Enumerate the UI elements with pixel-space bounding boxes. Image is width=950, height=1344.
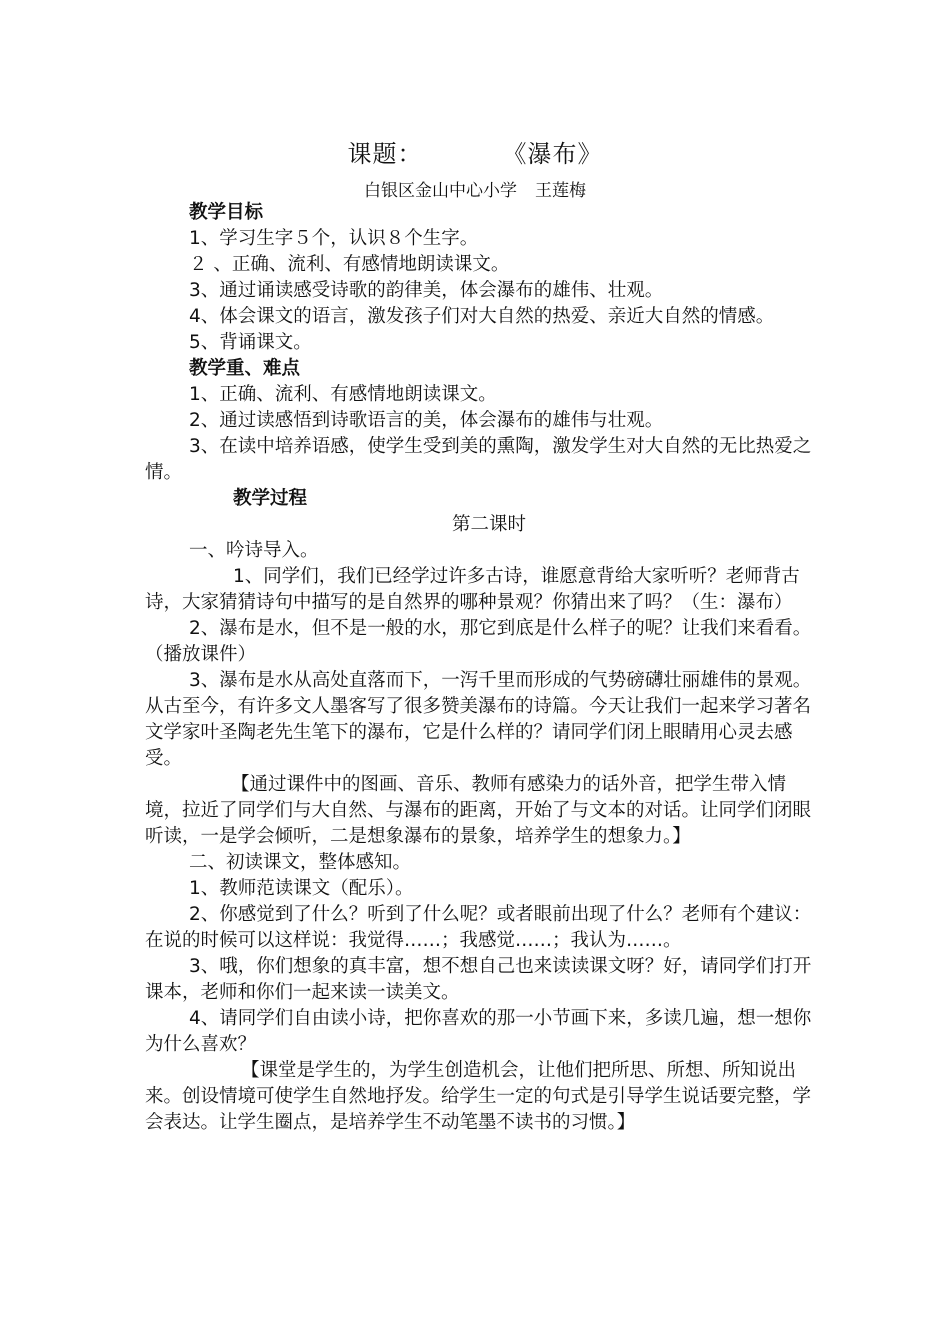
part1-heading: 一、吟诗导入。 <box>189 540 319 561</box>
author-school: 白银区金山中心小学 <box>364 181 517 201</box>
keypoint-item: 1、正确、流利、有感情地朗读课文。 <box>189 384 497 405</box>
part2-note: 【课堂是学生的，为学生创造机会，让他们把所思、所想、所知说出来。创设情境可使学生自然地抒发。给学生一定的句式是引导学生说话要完整，学会表达。让学生圈点，是培养学生不动笔墨不读书的习惯。】 <box>145 1060 812 1133</box>
keypoint-item: 3、在读中培养语感，使学生受到美的熏陶，激发学生对大自然的无比热爱之情。 <box>145 436 812 483</box>
part2-item: 4、请同学们自由读小诗，把你喜欢的那一小节画下来，多读几遍，想一想你为什么喜欢？ <box>145 1008 812 1055</box>
goal-item: 1、学习生字５个，认识８个生字。 <box>189 228 479 249</box>
part2-item: 1、教师范读课文（配乐）。 <box>189 878 414 899</box>
part1-note: 【通过课件中的图画、音乐、教师有感染力的话外音，把学生带入情境，拉近了同学们与大自然、与瀑布的距离，开始了与文本的对话。让同学们闭眼听读，一是学会倾听，二是想象瀑布的景象，培养学生的想象力。】 <box>145 774 812 847</box>
document-title <box>0 134 950 169</box>
title-label: 课题： <box>347 140 423 168</box>
part2-item: 2、你感觉到了什么？听到了什么呢？或者眼前出现了什么？老师有个建议：在说的时候可以这样说：我觉得……；我感觉……；我认为……。 <box>145 904 812 951</box>
author-line <box>0 176 950 201</box>
part2-item: 3、哦，你们想象的真丰富，想不想自己也来读读课文呀？好，请同学们打开课本，老师和你们一起来读一读美文。 <box>145 956 812 1003</box>
goals-heading: 教学目标 <box>189 202 264 223</box>
part1-item: 2、瀑布是水，但不是一般的水，那它到底是什么样子的呢？让我们来看看。（播放课件） <box>145 618 812 665</box>
goal-item: ２ 、正确、流利、有感情地朗读课文。 <box>189 254 510 275</box>
lesson-period: 第二课时 <box>451 514 526 535</box>
part1-item: 3、瀑布是水从高处直落而下，一泻千里而形成的气势磅礴壮丽雄伟的景观。从古至今，有许多文人墨客写了很多赞美瀑布的诗篇。今天让我们一起来学习著名文学家叶圣陶老先生笔下的瀑布，它是什么样的？请同学们闭上眼睛用心灵去感受。 <box>145 670 812 769</box>
keypoint-item: 2、通过读感悟到诗歌语言的美，体会瀑布的雄伟与壮观。 <box>189 410 664 431</box>
keypoints-heading: 教学重、难点 <box>189 358 301 379</box>
goal-item: 5、背诵课文。 <box>189 332 312 353</box>
part2-heading: 二、初读课文，整体感知。 <box>189 852 412 873</box>
author-name: 王莲梅 <box>535 181 586 201</box>
document-body <box>145 200 813 1136</box>
process-heading: 教学过程 <box>233 488 308 509</box>
lesson-name: 《瀑布》 <box>502 140 603 168</box>
part1-item: 1、同学们，我们已经学过许多古诗，谁愿意背给大家听听？老师背古诗，大家猜猜诗句中描写的是自然界的哪种景观？你猜出来了吗？（生：瀑布） <box>145 566 800 613</box>
goal-item: 3、通过诵读感受诗歌的韵律美，体会瀑布的雄伟、壮观。 <box>189 280 664 301</box>
goal-item: 4、体会课文的语言，激发孩子们对大自然的热爱、亲近大自然的情感。 <box>189 306 775 327</box>
